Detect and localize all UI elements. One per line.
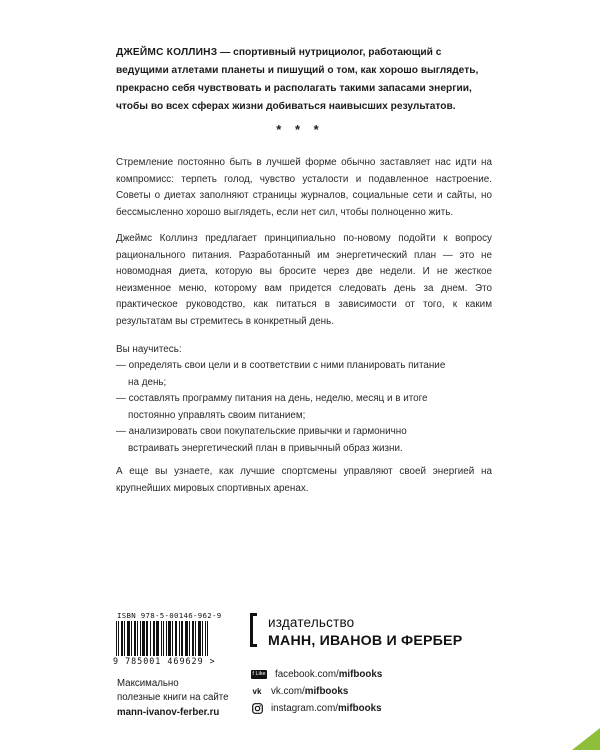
- publisher-slogan: [117, 677, 229, 720]
- publisher-website[interactable]: mann-ivanov-ferber.ru: [117, 706, 220, 718]
- barcode-digits: 9 785001 469629 >: [113, 656, 216, 666]
- paragraph-3: А еще вы узнаете, как лучшие спортсмены управляют своей энергией на крупнейших мировых спортивных аренах.: [116, 466, 492, 494]
- isbn-number: ISBN 978-5-00146-962-9: [117, 611, 222, 620]
- vk-icon: vk: [252, 686, 262, 696]
- slogan-line-2: полезные книги на сайте: [117, 692, 229, 704]
- social-domain: vk.com/: [271, 685, 305, 697]
- publisher-name: МАНН, ИВАНОВ И ФЕРБЕР: [268, 633, 463, 649]
- vk-link[interactable]: [251, 684, 491, 698]
- social-handle: mifbooks: [304, 685, 349, 697]
- list-item: — анализировать свои покупательские привычки и гармонично: [116, 426, 407, 438]
- social-domain: instagram.com/: [271, 702, 338, 714]
- author-bio-text: — спортивный нутрициолог, работающий с ведущими атлетами планеты и пишущий о том, как хорошо выглядеть, прекрасно себя чувствовать и располагать такими запасами энергии, чтобы во всех сферах жизни добиваться наивысших результатов.: [116, 47, 479, 112]
- author-name: ДЖЕЙМС КОЛЛИНЗ: [116, 47, 218, 58]
- social-handle: mifbooks: [337, 702, 382, 714]
- instagram-link[interactable]: [251, 701, 491, 715]
- social-domain: facebook.com/: [275, 668, 339, 680]
- social-handle: mifbooks: [338, 668, 383, 680]
- bracket-logo-icon: [250, 613, 257, 647]
- list-item: постоянно управлять своим питанием;: [128, 409, 306, 421]
- list-item: на день;: [128, 376, 167, 388]
- instagram-icon: [251, 702, 263, 714]
- author-bio: [116, 44, 488, 116]
- section-separator: * * *: [276, 122, 324, 137]
- publisher-label: издательство: [268, 615, 355, 630]
- list-item: — составлять программу питания на день, неделю, месяц и в итоге: [116, 393, 428, 405]
- skills-list: [116, 358, 492, 458]
- facebook-link[interactable]: [251, 667, 491, 681]
- list-item: встраивать энергетический план в привычный образ жизни.: [128, 442, 403, 454]
- list-item: — определять свои цели и в соответствии с ними планировать питание: [116, 360, 446, 371]
- paragraph-2: Джеймс Коллинз предлагает принципиально по-новому подойти к вопросу рационального питания. Разработанный им энергетический план — это не новомодная диета, которую вы бросите через две недели. И не жесткое неизменное меню, которому вам придется следовать день за днем. Это практическое руководство, как питаться в зависимости от того, к каким результатам вы стремитесь в конкретный день.: [116, 233, 492, 327]
- slogan-line-1: Максимально: [117, 678, 179, 689]
- list-intro: Вы научитесь:: [116, 344, 182, 355]
- corner-decoration-icon: [570, 728, 600, 750]
- facebook-like-icon: f Like: [252, 670, 266, 677]
- paragraph-1: Стремление постоянно быть в лучшей форме обычно заставляет нас идти на компромисс: терпеть голод, чувство усталости и подавленное настроение. Советы о диетах заполняют страницы журналов, социальные сети и сайты, но бессмысленно хорошо выглядеть, если нет сил, чтобы полноценно жить.: [116, 157, 492, 218]
